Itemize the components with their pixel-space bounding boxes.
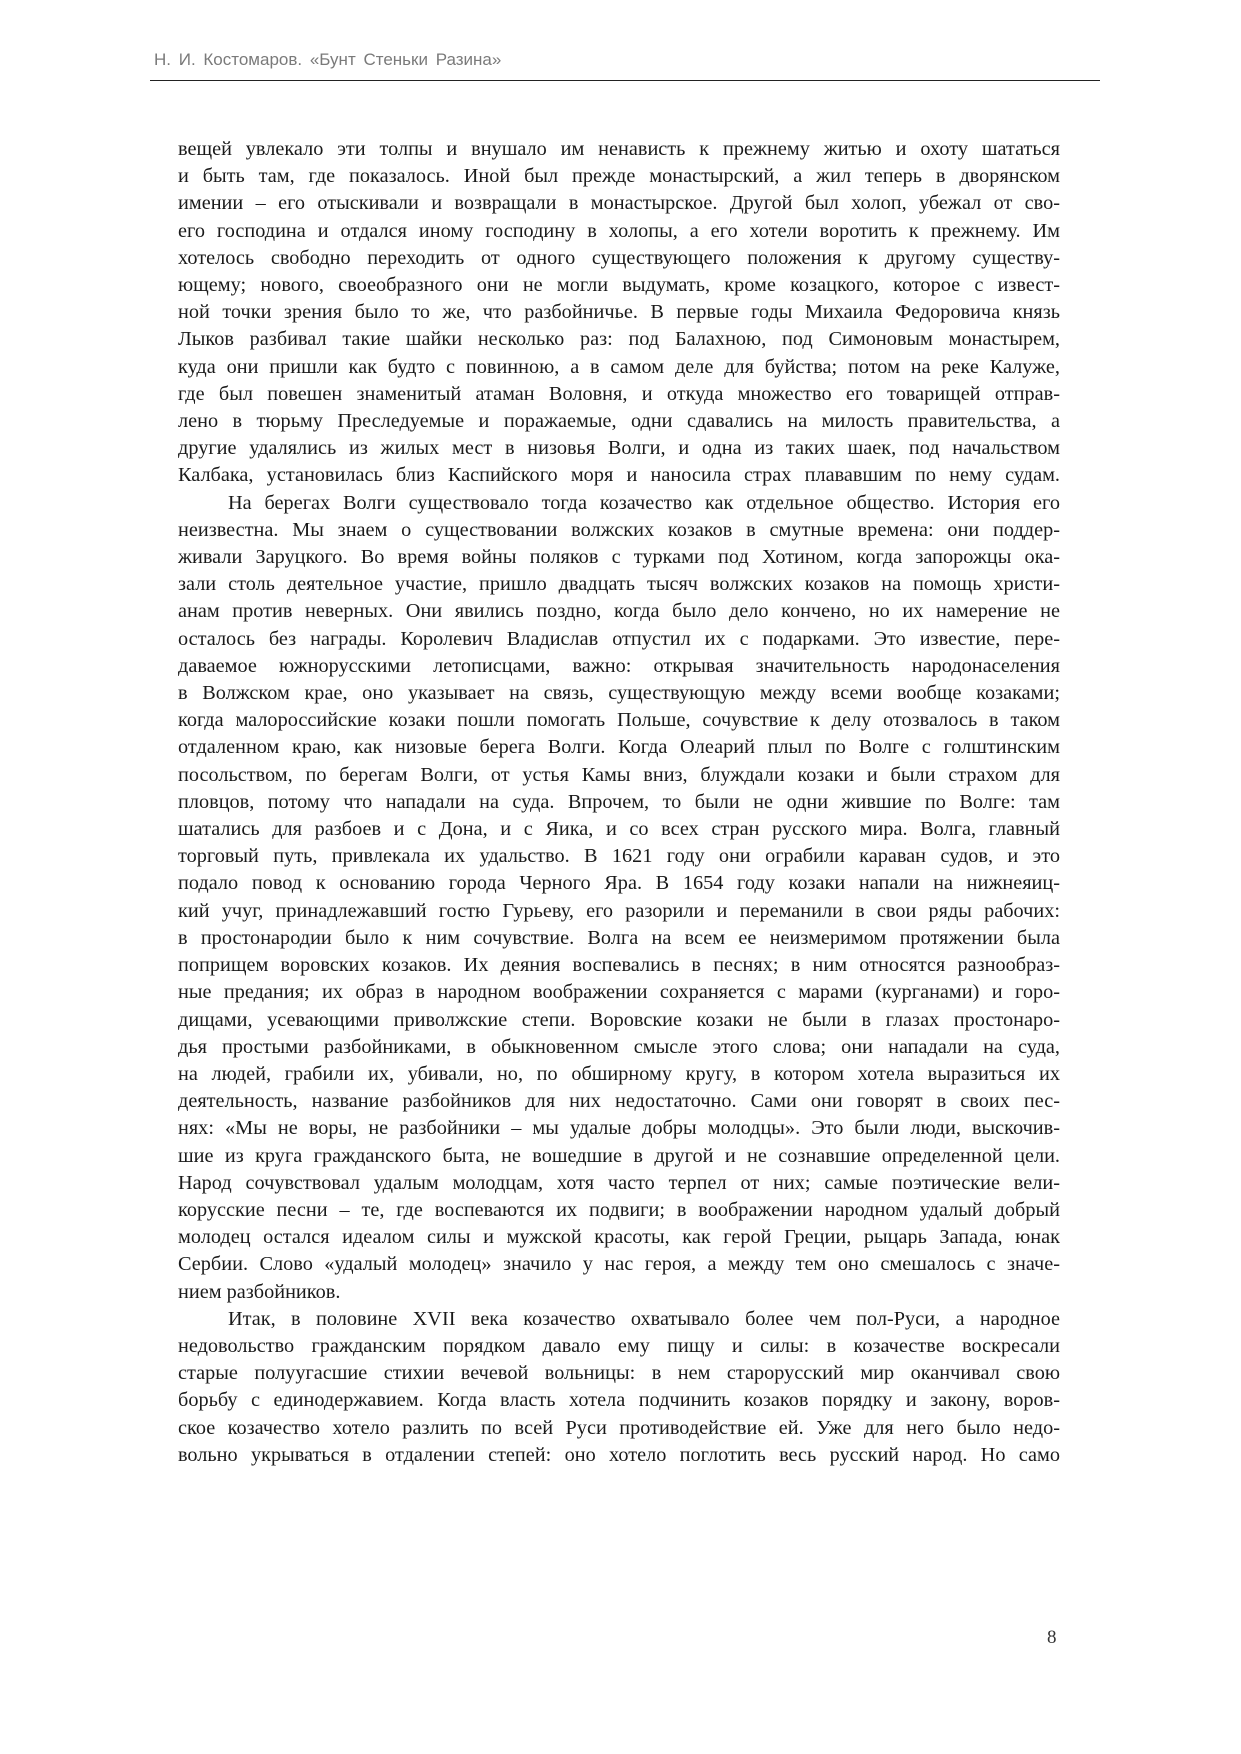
- text-line: старые полуугасшие стихии вечевой вольницы: в нем старорусский мир оканчивал свою: [178, 1362, 1060, 1385]
- text-line: даваемое южнорусскими летописцами, важно: открывая значительность народонаселения: [178, 654, 1060, 677]
- paragraph: [178, 136, 1060, 490]
- text-line: корусские песни – те, где воспеваются их подвиги; в воображении народном удалый добрый: [178, 1198, 1060, 1221]
- text-line: зали столь деятельное участие, пришло двадцать тысяч волжских козаков на помощь христи-: [178, 573, 1060, 596]
- text-line: пловцов, потому что нападали на суда. Впрочем, то были не одни жившие по Волге: там: [178, 790, 1060, 813]
- paragraph: [178, 490, 1060, 1306]
- text-line: куда они пришли как будто с повинною, а в самом деле для буйства; потом на реке Калуже,: [178, 355, 1060, 378]
- paragraph: [178, 1306, 1060, 1469]
- text-line: осталось без награды. Королевич Владислав отпустил их с подарками. Это известие, пере-: [178, 627, 1060, 650]
- text-line: Лыков разбивал такие шайки несколько раз: под Балахною, под Симоновым монастырем,: [178, 328, 1060, 351]
- text-line: на людей, грабили их, убивали, но, по обширному кругу, в котором хотела выразиться их: [178, 1062, 1060, 1085]
- text-line: анам против неверных. Они явились поздно, когда было дело кончено, но их намерение не: [178, 600, 1060, 623]
- text-line: подало повод к основанию города Черного Яра. В 1654 году козаки напали на нижнеяиц-: [178, 872, 1060, 895]
- text-line: На берегах Волги существовало тогда козачество как отдельное общество. История его: [228, 491, 1060, 514]
- text-line: Народ сочувствовал удалым молодцам, хотя часто терпел от них; самые поэтические вели-: [178, 1171, 1060, 1194]
- text-line: в простонародии было к ним сочувствие. Волга на всем ее неизмеримом протяжении была: [178, 926, 1060, 949]
- text-line: его господина и отдался иному господину в холопы, а его хотели воротить к прежнему. Им: [178, 219, 1060, 242]
- text-line: ные предания; их образ в народном воображении сохраняется с марами (курганами) и горо-: [178, 981, 1060, 1004]
- text-line: посольством, по берегам Волги, от устья Камы вниз, блуждали козаки и были страхом для: [178, 763, 1060, 786]
- text-line: вольно укрываться в отдалении степей: оно хотело поглотить весь русский народ. Но само: [178, 1443, 1060, 1466]
- text-line: когда малороссийские козаки пошли помогать Польше, сочувствие к делу отозвалось в таком: [178, 709, 1060, 732]
- running-header: Н. И. Костомаров. «Бунт Стеньки Разина»: [154, 50, 502, 69]
- text-line: Итак, в половине XVII века козачество охватывало более чем пол-Руси, а народное: [228, 1307, 1060, 1330]
- text-line: лено в тюрьму Преследуемые и поражаемые, одни сдавались на милость правительства, а: [178, 410, 1060, 433]
- text-line: поприщем воровских козаков. Их деяния воспевались в песнях; в ним относятся разнообраз-: [178, 954, 1060, 977]
- header-rule: [150, 80, 1100, 81]
- text-line: и быть там, где показалось. Иной был прежде монастырский, а жил теперь в дворянском: [178, 165, 1060, 188]
- text-line: ной точки зрения было то же, что разбойничье. В первые годы Михаила Федоровича князь: [178, 301, 1060, 324]
- text-line: деятельность, название разбойников для них недостаточно. Сами они говорят в своих пес-: [178, 1090, 1060, 1113]
- text-line: кий учуг, принадлежавший гостю Гурьеву, его разорили и переманили в свои ряды рабочих:: [178, 899, 1060, 922]
- text-line: где был повешен знаменитый атаман Воловня, и откуда множество его товарищей отправ-: [178, 382, 1060, 405]
- text-line: другие удалялись из жилых мест в низовья Волги, и одна из таких шаек, под начальством: [178, 437, 1060, 460]
- text-line: Калбака, установилась близ Каспийского моря и наносила страх плававшим по нему судам.: [178, 464, 1060, 487]
- text-line: ское козачество хотело разлить по всей Руси противодействие ей. Уже для него было недо-: [178, 1416, 1060, 1439]
- page-number: 8: [1047, 1627, 1057, 1648]
- text-line: нях: «Мы не воры, не разбойники – мы удалые добры молодцы». Это были люди, выскочив-: [178, 1117, 1060, 1140]
- text-line: хотелось свободно переходить от одного существующего положения к другому существу-: [178, 246, 1060, 269]
- text-line: недовольство гражданским порядком давало ему пищу и силы: в козачестве воскресали: [178, 1334, 1060, 1357]
- text-line: живали Заруцкого. Во время войны поляков с турками под Хотином, когда запорожцы ока-: [178, 546, 1060, 569]
- text-line: дищами, усевающими приволжские степи. Воровские козаки не были в глазах простонаро-: [178, 1008, 1060, 1031]
- text-line: Сербии. Слово «удалый молодец» значило у нас героя, а между тем оно смешалось с значе-: [178, 1253, 1060, 1276]
- text-line: нием разбойников.: [178, 1280, 341, 1303]
- text-line: вещей увлекало эти толпы и внушало им ненависть к прежнему житью и охоту шататься: [178, 138, 1060, 160]
- text-line: молодец остался идеалом силы и мужской красоты, как герой Греции, рыцарь Запада, юнак: [178, 1226, 1060, 1249]
- text-line: торговый путь, привлекала их удальство. В 1621 году они ограбили караван судов, и это: [178, 845, 1060, 868]
- body-text: [178, 136, 1060, 1469]
- text-line: шие из круга гражданского быта, не вошедшие в другой и не сознавшие определенной цели.: [178, 1144, 1060, 1167]
- text-line: в Волжском крае, оно указывает на связь, существующую между всеми вообще козаками;: [178, 682, 1060, 705]
- text-line: дья простыми разбойниками, в обыкновенном смысле этого слова; они нападали на суда,: [178, 1035, 1060, 1058]
- text-line: борьбу с единодержавием. Когда власть хотела подчинить козаков порядку и закону, воров-: [178, 1389, 1060, 1412]
- text-line: шатались для разбоев и с Дона, и с Яика, и со всех стран русского мира. Волга, главный: [178, 818, 1060, 841]
- text-line: неизвестна. Мы знаем о существовании волжских козаков в смутные времена: они поддер-: [178, 518, 1060, 541]
- text-line: ющему; нового, своеобразного они не могли выдумать, кроме козацкого, которое с извест-: [178, 274, 1060, 297]
- text-line: отдаленном краю, как низовые берега Волги. Когда Олеарий плыл по Волге с голштинским: [178, 736, 1060, 759]
- text-line: имении – его отыскивали и возвращали в монастырское. Другой был холоп, убежал от сво-: [178, 192, 1060, 215]
